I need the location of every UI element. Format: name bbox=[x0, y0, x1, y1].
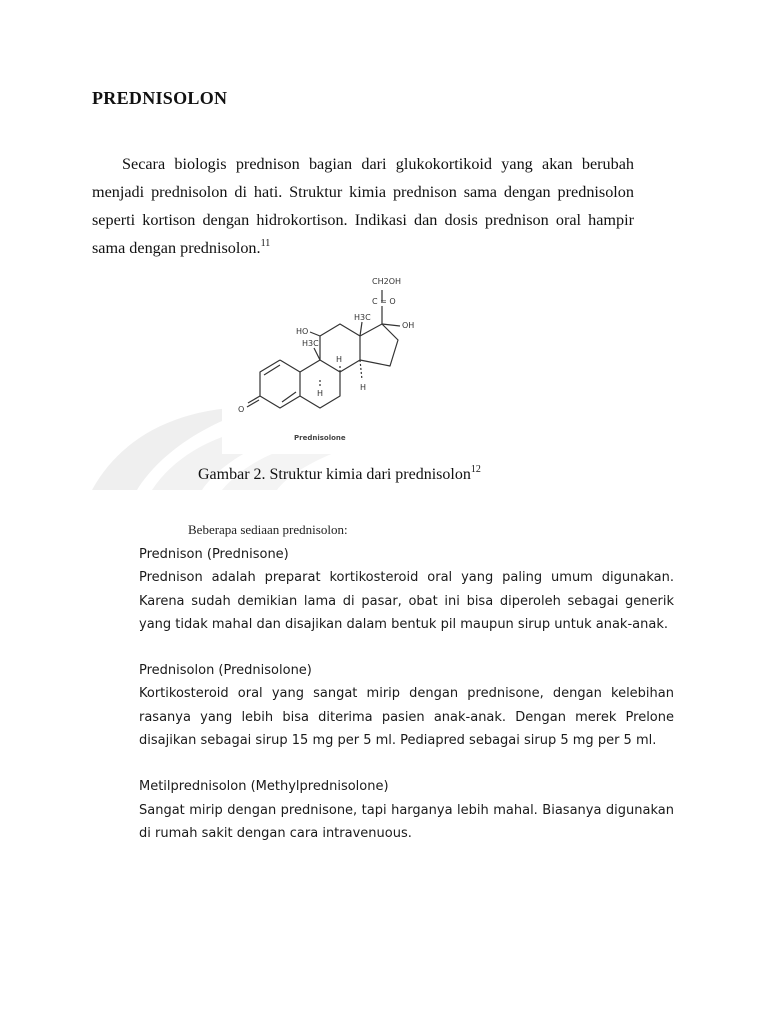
figure-caption bbox=[198, 466, 481, 484]
preparation-name: Prednison (Prednisone) bbox=[139, 547, 289, 562]
preparations-list bbox=[139, 543, 674, 868]
caption-citation: 12 bbox=[470, 464, 481, 475]
page-title: PREDNISOLON bbox=[92, 88, 228, 108]
chemical-structure-figure bbox=[222, 262, 480, 454]
preparation-name: Prednisolon (Prednisolone) bbox=[139, 663, 312, 679]
preparation-item bbox=[139, 543, 674, 636]
intro-text: Secara biologis prednison bagian dari glukokortikoid yang akan berubah menjadi prednisolon di hati. Struktur kimia prednison sama dengan prednisolon seperti kortison dengan hidrokortison. Indikasi dan dosis prednison oral hampir sama dengan prednisolon. bbox=[92, 155, 634, 257]
intro-paragraph bbox=[92, 150, 634, 262]
preparation-description: Kortikosteroid oral yang sangat mirip dengan prednisone, dengan kelebihan rasanya yang lebih bisa diterima pasien anak-anak. Dengan merek Prelone disajikan sebagai sirup 15 mg per 5 ml. Pediapred sebagai sirup 5 mg per 5 ml. bbox=[139, 686, 674, 749]
preparations-intro: Beberapa sediaan prednisolon: bbox=[188, 522, 348, 537]
label-h-lower: H bbox=[317, 389, 324, 398]
caption-text: Gambar 2. Struktur kimia dari prednisolon bbox=[198, 466, 471, 483]
prednisolone-structure bbox=[222, 262, 480, 454]
label-carbonyl: C = O bbox=[372, 297, 396, 306]
intro-citation: 11 bbox=[260, 238, 271, 249]
preparation-name: Metilprednisolon (Methylprednisolone) bbox=[139, 779, 389, 795]
preparation-item bbox=[139, 775, 674, 845]
label-ch2oh: CH2OH bbox=[372, 277, 402, 286]
label-h-right: H bbox=[360, 383, 367, 392]
preparation-item bbox=[139, 659, 674, 752]
label-h3c-left: H3C bbox=[302, 339, 319, 348]
preparation-description: Prednison adalah preparat kortikosteroid oral yang paling umum digunakan. Karena sudah demikian lama di pasar, obat ini bisa diperoleh sebagai generik yang tidak mahal dan disajikan dalam bentuk pil maupun sirup untuk anak-anak. bbox=[139, 570, 674, 632]
label-oh: OH bbox=[402, 321, 415, 330]
label-oxygen: O bbox=[238, 405, 245, 414]
label-h3c-top: H3C bbox=[354, 313, 371, 322]
label-ho: HO bbox=[296, 327, 309, 336]
structure-name: Prednisolone bbox=[294, 434, 346, 442]
label-h-upper: H bbox=[336, 355, 343, 364]
preparation-description: Sangat mirip dengan prednisone, tapi harganya lebih mahal. Biasanya digunakan di rumah sakit dengan cara intravenuous. bbox=[139, 802, 674, 841]
